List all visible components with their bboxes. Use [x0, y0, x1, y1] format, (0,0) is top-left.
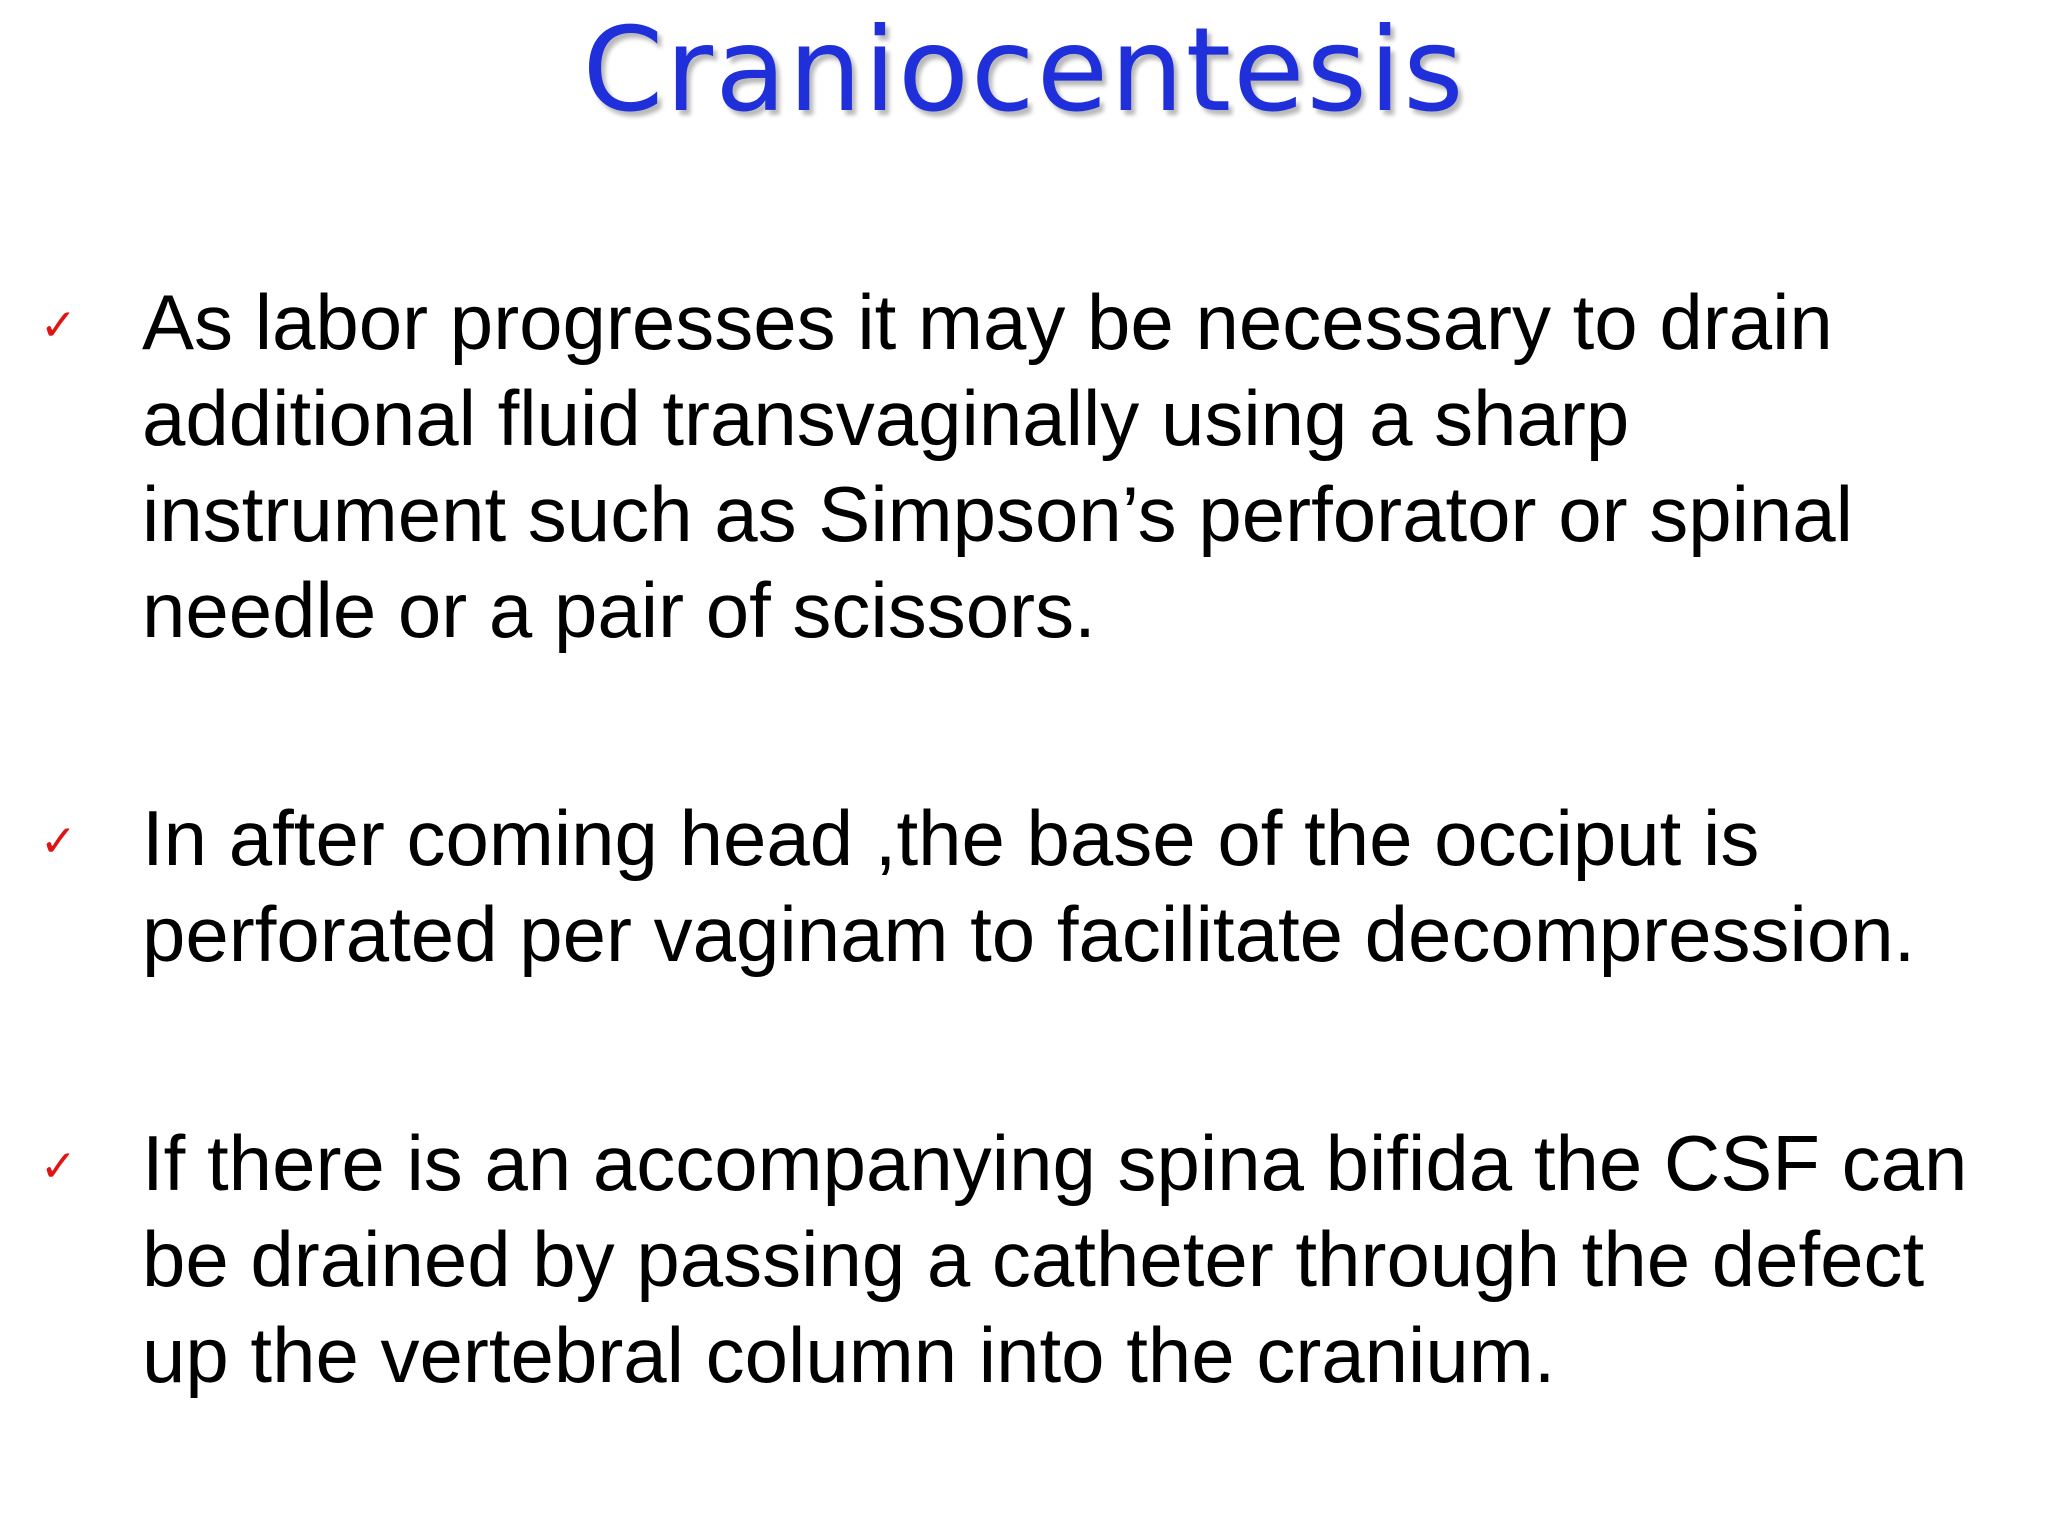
- bullet-line: additional fluid transvaginally using a sharp: [142, 374, 1630, 462]
- bullet-line: up the vertebral column into the cranium.: [142, 1311, 1556, 1399]
- checkmark-icon: ✓: [40, 816, 77, 867]
- checkmark-icon: ✓: [40, 1141, 77, 1192]
- bullet-line: In after coming head ,the base of the occiput is: [142, 794, 1760, 882]
- bullet-text-1: [142, 274, 2042, 658]
- bullet-line: be drained by passing a catheter through the defect: [142, 1215, 1925, 1303]
- bullet-line: As labor progresses it may be necessary to drain: [142, 278, 1833, 366]
- bullet-line: perforated per vaginam to facilitate decompression.: [142, 890, 1916, 978]
- bullet-text-2: [142, 790, 2042, 982]
- bullet-line: needle or a pair of scissors.: [142, 566, 1096, 654]
- checkmark-icon: ✓: [40, 300, 77, 351]
- bullet-line: instrument such as Simpson’s perforator or spinal: [142, 470, 1854, 558]
- bullet-line: If there is an accompanying spina bifida the CSF can: [142, 1119, 1968, 1207]
- bullet-text-3: [142, 1115, 2042, 1403]
- slide-title: Craniocentesis: [582, 3, 1466, 138]
